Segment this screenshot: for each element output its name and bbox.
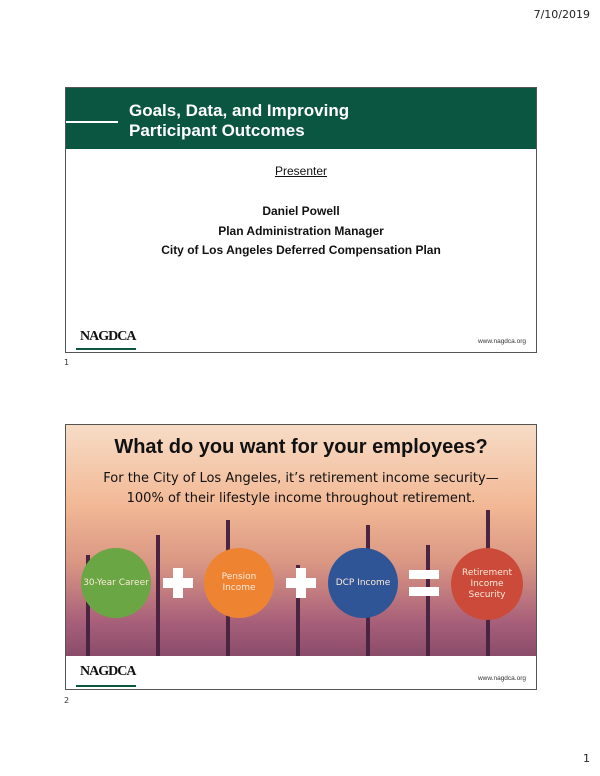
slide-header [66, 88, 536, 149]
presenter-label: Presenter [274, 164, 328, 178]
circle-dcp: DCP Income [328, 548, 398, 618]
slide-number: 2 [64, 696, 70, 705]
title-line-1: Goals, Data, and Improving [129, 101, 350, 120]
plus-icon-vertical [296, 568, 306, 598]
los-angeles-skyline-image [66, 425, 536, 656]
presenter-organization: City of Los Angeles Deferred Compensation Plan [161, 243, 441, 257]
circle-career: 30-Year Career [81, 548, 151, 618]
circle-pension: Pension Income [204, 548, 274, 618]
logo-underline [76, 685, 136, 687]
header-accent-line [66, 121, 118, 123]
website-url: www.nagdca.org [477, 675, 526, 682]
slide-number: 1 [64, 358, 70, 367]
page-number: 1 [583, 752, 590, 765]
subtitle-line-2: 100% of their lifestyle income throughout retirement. [126, 491, 476, 506]
presenter-role: Plan Administration Manager [218, 224, 384, 238]
circle-retirement-security: Retirement Income Security [451, 548, 523, 620]
nagdca-logo: NAGDCA [80, 664, 136, 679]
equals-icon-bottom [409, 587, 439, 596]
slide-2 [65, 424, 537, 690]
presenter-name: Daniel Powell [262, 204, 340, 218]
slide-title: What do you want for your employees? [114, 436, 488, 458]
logo-underline [76, 348, 136, 350]
title-line-2: Participant Outcomes [129, 121, 305, 140]
equals-icon-top [409, 570, 439, 579]
website-url: www.nagdca.org [477, 338, 526, 345]
subtitle-line-1: For the City of Los Angeles, it’s retirement income security— [103, 471, 499, 486]
page-date: 7/10/2019 [533, 8, 590, 21]
slide-title [129, 101, 349, 141]
slide-1 [65, 87, 537, 353]
nagdca-logo: NAGDCA [80, 329, 136, 344]
plus-icon-vertical [173, 568, 183, 598]
